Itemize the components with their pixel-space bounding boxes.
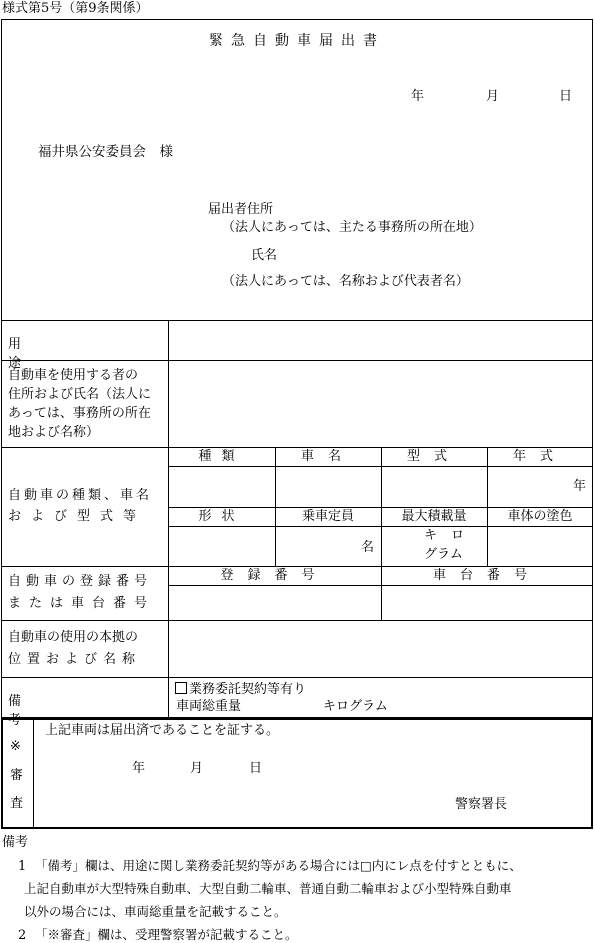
header-chassis-number: 車台番号	[432, 568, 541, 583]
load-unit-line-1: キロ	[424, 528, 479, 543]
contract-checkbox[interactable]	[175, 682, 187, 694]
gross-weight-unit: キログラム	[323, 699, 388, 714]
vehicle-label-line-1: 自動車の種類、車名	[8, 488, 153, 503]
gross-weight-label: 車両総重量	[176, 699, 242, 714]
model-year-unit: 年	[573, 479, 587, 494]
header-type: 種類	[198, 449, 245, 464]
car-name-field[interactable]	[276, 467, 381, 507]
purpose-label	[8, 333, 160, 371]
header-model: 型式	[406, 449, 461, 464]
base-label-line-1: 自動車の使用の本拠の	[8, 630, 139, 645]
model-field[interactable]	[382, 467, 487, 507]
registration-number-field[interactable]	[169, 586, 381, 620]
applicant-name-label[interactable]: 氏名	[251, 248, 278, 263]
header-registration-number: 登録番号	[220, 568, 329, 583]
applicant-address-note: （法人にあっては、主たる事務所の所在地）	[222, 220, 482, 235]
remarks-label-text: 備考	[8, 694, 140, 728]
applicant-name-note: （法人にあっては、名称および代表者名）	[222, 274, 469, 289]
inspection-label-char-2: 査	[10, 796, 24, 811]
police-station-chief[interactable]: 警察署長	[455, 797, 508, 812]
date-day-label[interactable]: 日	[559, 89, 573, 104]
chassis-number-field[interactable]	[382, 586, 592, 620]
note-1-line-2: 上記自動車が大型特殊自動車、大型自動二輪車、普通自動二輪車および小型特殊自動車	[24, 881, 512, 896]
header-shape: 形状	[198, 509, 245, 524]
note-1-line-1: 「備考」欄は、用途に関し業務委託契約等がある場合には□内にレ点を付すとともに、	[35, 858, 522, 873]
header-model-year: 年式	[512, 449, 567, 464]
user-field[interactable]	[169, 361, 592, 447]
registration-label-line-1: 自動車の登録番号	[8, 574, 153, 589]
header-capacity: 乗車定員	[301, 509, 354, 524]
type-field[interactable]	[169, 467, 275, 507]
header-max-load: 最大積載量	[401, 509, 467, 524]
note-2-number: 2	[18, 928, 27, 943]
load-unit-line-2: グラム	[424, 547, 463, 562]
purpose-field[interactable]	[169, 321, 592, 360]
note-1-line-3: 以外の場合には、車両総重量を記載すること。	[24, 904, 287, 919]
date-month-label[interactable]: 月	[486, 89, 500, 104]
header-body-color: 車体の塗色	[507, 509, 573, 524]
date-year-label[interactable]: 年	[411, 89, 425, 104]
contract-checkbox-label: 業務委託契約等有り	[189, 682, 307, 697]
applicant-address-label[interactable]: 届出者住所	[208, 202, 274, 217]
base-label-line-2: 位置および名称	[8, 652, 142, 667]
inspection-statement: 上記車両は届出済であることを証する。	[45, 723, 280, 738]
inspection-mark: ※	[10, 739, 21, 754]
inspection-label-char-1: 審	[10, 768, 24, 783]
form-title: 緊急自動車届出書	[209, 33, 385, 49]
user-label-line-2: 住所および氏名（法人に	[8, 387, 152, 402]
addressee: 福井県公安委員会 様	[38, 144, 173, 160]
purpose-label-text: 用途	[8, 337, 140, 371]
user-label-line-4: 地および名称）	[8, 425, 100, 440]
vehicle-label-line-2: および型式等	[8, 509, 147, 524]
user-label-line-3: あっては、事務所の所在	[8, 406, 151, 421]
gross-weight-field[interactable]	[250, 697, 320, 715]
inspection-date-month[interactable]: 月	[190, 761, 204, 776]
note-1-number: 1	[18, 859, 27, 874]
shape-field[interactable]	[169, 527, 275, 566]
header-car-name: 車名	[300, 449, 355, 464]
user-label-line-1: 自動車を使用する者の	[8, 368, 139, 383]
remarks-check-row[interactable]	[175, 682, 306, 696]
note-2-line-1: 「※審査」欄は、受理警察署が記載すること。	[35, 927, 298, 942]
base-field[interactable]	[169, 621, 592, 677]
capacity-unit: 名	[361, 540, 375, 555]
registration-label-line-2: または車台番号	[8, 596, 156, 611]
inspection-date-year[interactable]: 年	[132, 761, 146, 776]
notes-heading: 備考	[2, 835, 29, 850]
form-number-label: 様式第5号（第9条関係）	[2, 1, 149, 16]
body-color-field[interactable]	[488, 527, 592, 566]
inspection-date-day[interactable]: 日	[249, 761, 263, 776]
